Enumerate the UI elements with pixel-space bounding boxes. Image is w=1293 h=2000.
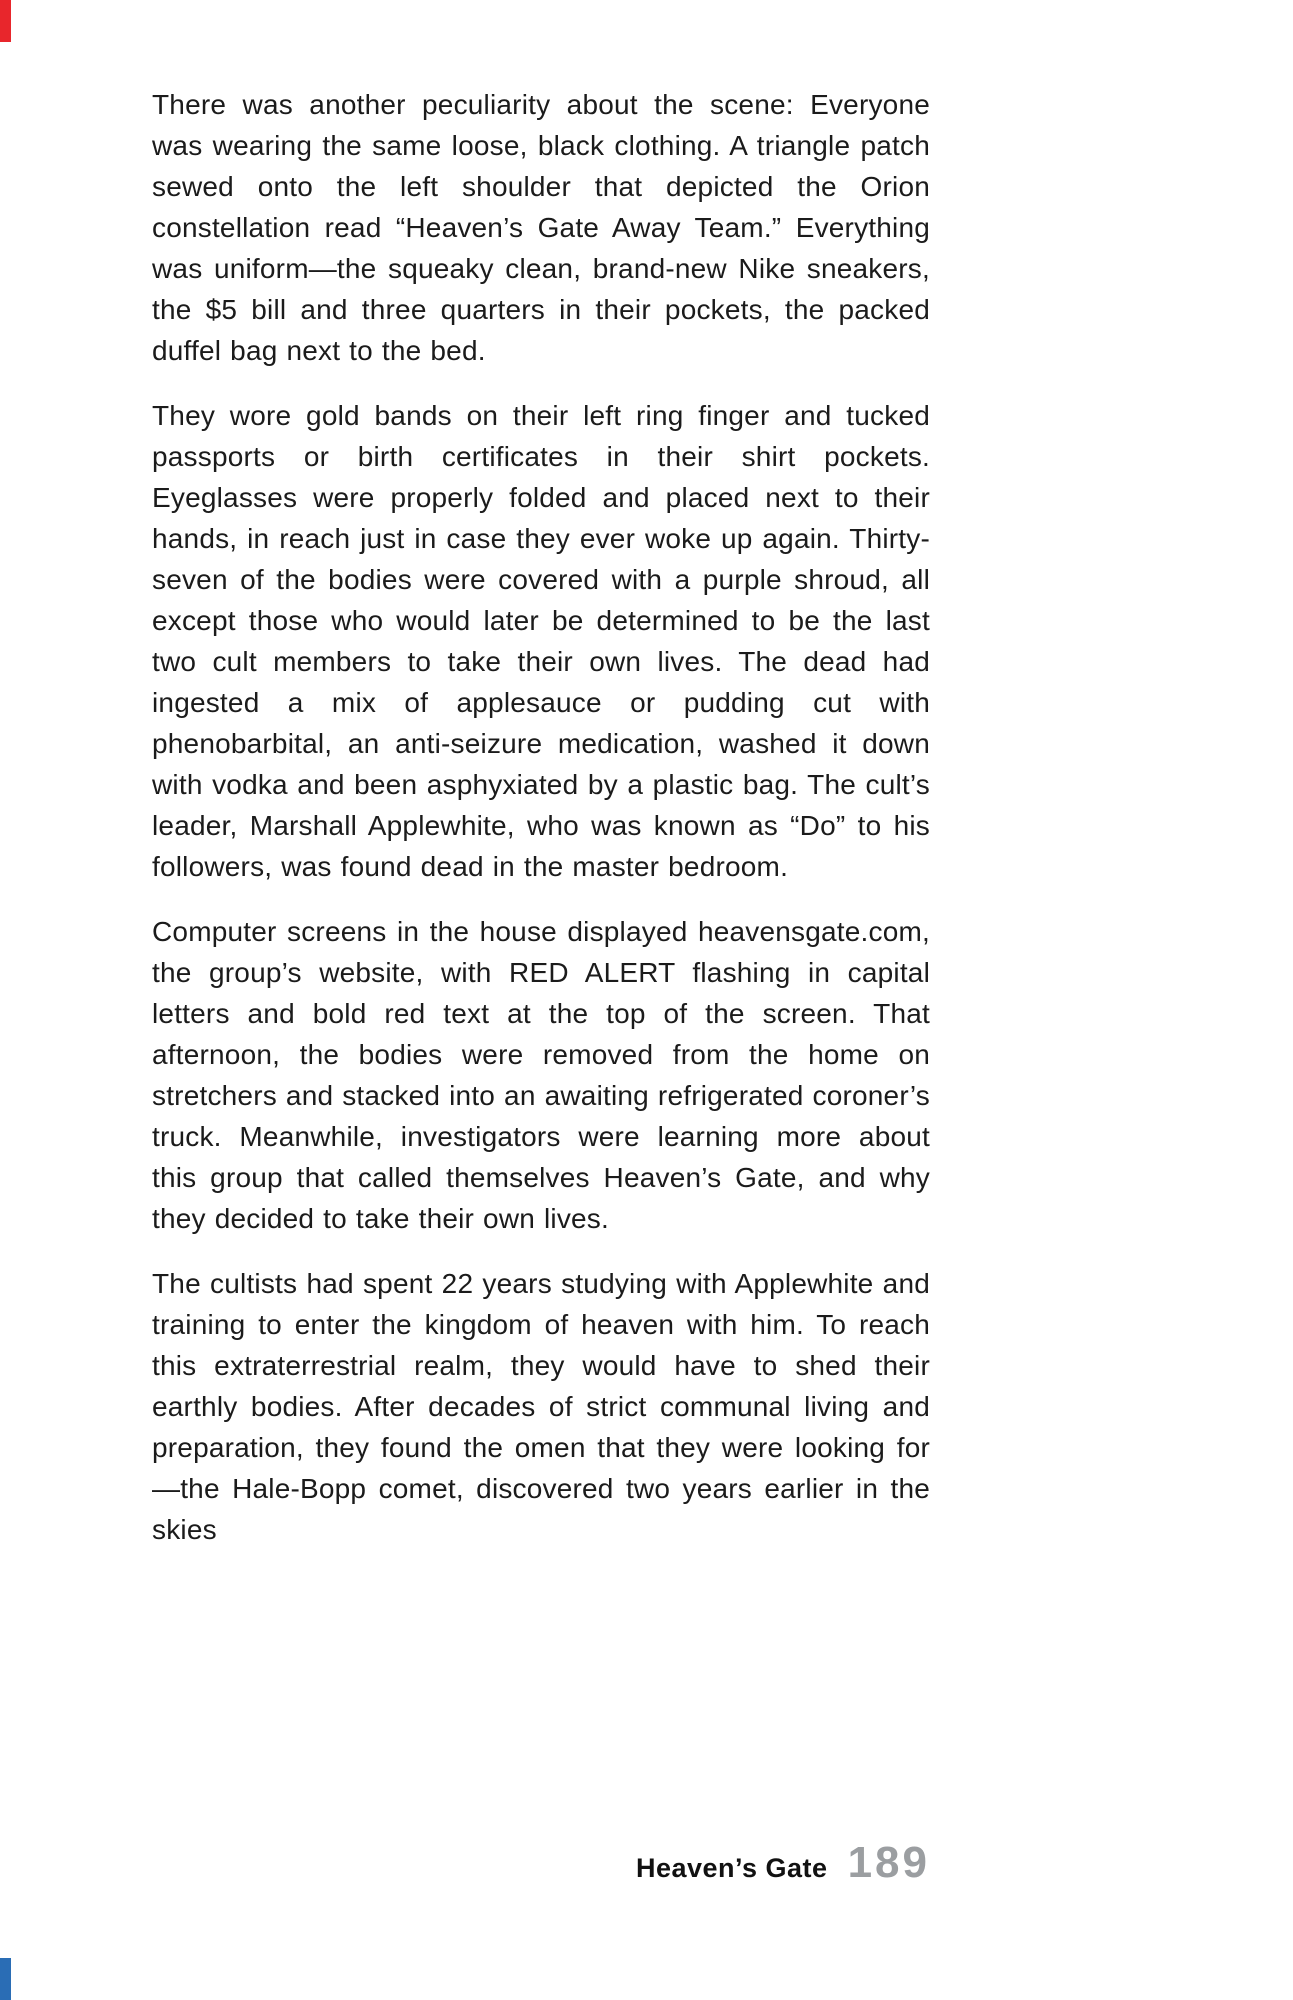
page-number: 189 (847, 1838, 930, 1887)
blue-edge-strip (0, 1958, 11, 2000)
red-edge-strip (0, 0, 11, 42)
footer (152, 1838, 930, 1888)
body-paragraph: There was another peculiarity about the scene: Everyone was wearing the same loose, black clothing. A triangle patch sewed onto the left shoulder that depicted the Orion constellation read “Heaven’s Gate Away Team.” Everything was uniform—the squeaky clean, brand-new Nike sneakers, the $5 bill and three quarters in their pockets, the packed duffel bag next to the bed. (152, 89, 930, 366)
text-column (152, 84, 930, 1574)
running-footer-title: Heaven’s Gate (635, 1853, 828, 1883)
body-paragraph: They wore gold bands on their left ring finger and tucked passports or birth certificates in their shirt pockets. Eyeglasses were properly folded and placed next to their hands, in reach just in case they ever woke up again. Thirty-seven of the bodies were covered with a purple shroud, all except those who would later be determined to be the last two cult members to take their own lives. The dead had ingested a mix of applesauce or pudding cut with phenobarbital, an anti-seizure medication, washed it down with vodka and been asphyxiated by a plastic bag. The cult’s leader, Marshall Applewhite, who was known as “Do” to his followers, was found dead in the master bedroom. (152, 400, 930, 882)
body-paragraph: The cultists had spent 22 years studying with Applewhite and training to enter the kingdom of heaven with him. To reach this extraterrestrial realm, they would have to shed their earthly bodies. After decades of strict communal living and preparation, they found the omen that they were looking for—the Hale-Bopp comet, discovered two years earlier in the skies (152, 1268, 930, 1545)
body-paragraph: Computer screens in the house displayed heavensgate.com, the group’s website, with RED ALERT flashing in capital letters and bold red text at the top of the screen. That afternoon, the bodies were removed from the home on stretchers and stacked into an awaiting refrigerated coroner’s truck. Meanwhile, investigators were learning more about this group that called themselves Heaven’s Gate, and why they decided to take their own lives. (152, 916, 930, 1234)
